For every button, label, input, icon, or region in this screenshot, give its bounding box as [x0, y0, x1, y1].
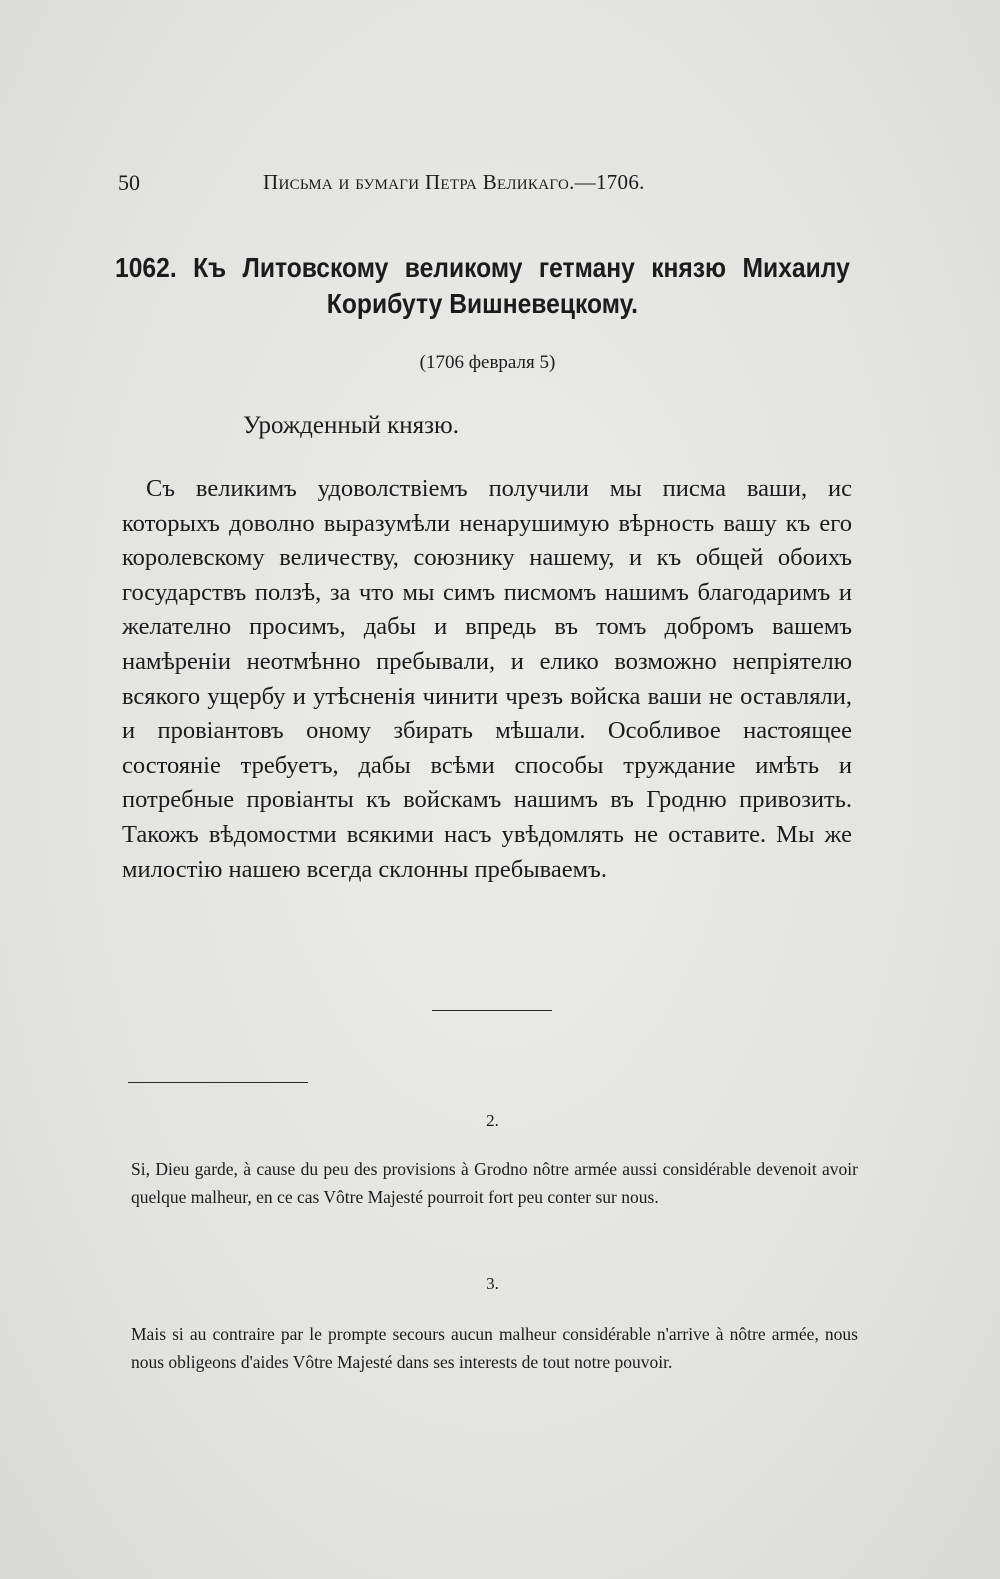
footnote-number: 3.	[486, 1274, 499, 1293]
footnote-divider	[128, 1082, 308, 1083]
page-header	[118, 170, 858, 204]
salutation: Урожденный князю.	[243, 412, 459, 439]
footnote-text: Mais si au contraire par le prompte secours aucun malheur considérable n'arrive à nôtre armée, nous nous obligeons d'aides Vôtre Majesté dans ses interests de tout notre pouvoir.	[131, 1324, 858, 1372]
running-title: Письма и бумаги Петра Великаго.—1706.	[263, 170, 645, 194]
page-number: 50	[118, 170, 140, 195]
footnote-number: 2.	[486, 1111, 499, 1130]
document-title: 1062. Къ Литовскому великому гетману князю Михаилу Корибуту Вишневецкому.	[115, 252, 850, 319]
footnote-text: Si, Dieu garde, à cause du peu des provisions à Grodno nôtre armée aussi considérable devenoit avoir quelque malheur, en ce cas Vôtre Majesté pourroit fort peu conter sur nous.	[131, 1159, 858, 1207]
letter-body: Съ великимъ удоволствіемъ получили мы писма ваши, ис которыхъ доволно выразумѣли ненарушимую вѣрность вашу къ его королевскому величеству, союзнику нашему, и къ общей обоихъ государствъ ползѣ, за что мы симъ писмомъ нашимъ благодаримъ и желателно просимъ, дабы и впредь въ томъ добромъ вашемъ намѣреніи неотмѣнно пребывали, и елико возможно непріятелю всякого ущербу и утѣсненія чинити чрезъ войска ваши не оставляли, и провіантовъ оному збирать мѣшали. Особливое настоящее состояніе требуетъ, дабы всѣми способы труждание имѣть и потребные провіанты къ войскамъ нашимъ въ Гродню привозить. Такожъ вѣдомостми всякими насъ увѣдомлять не оставите. Мы же милостію нашею всегда склонны пребываемъ.	[122, 475, 852, 883]
section-divider	[432, 1010, 552, 1011]
document-date: (1706 февраля 5)	[419, 352, 556, 373]
